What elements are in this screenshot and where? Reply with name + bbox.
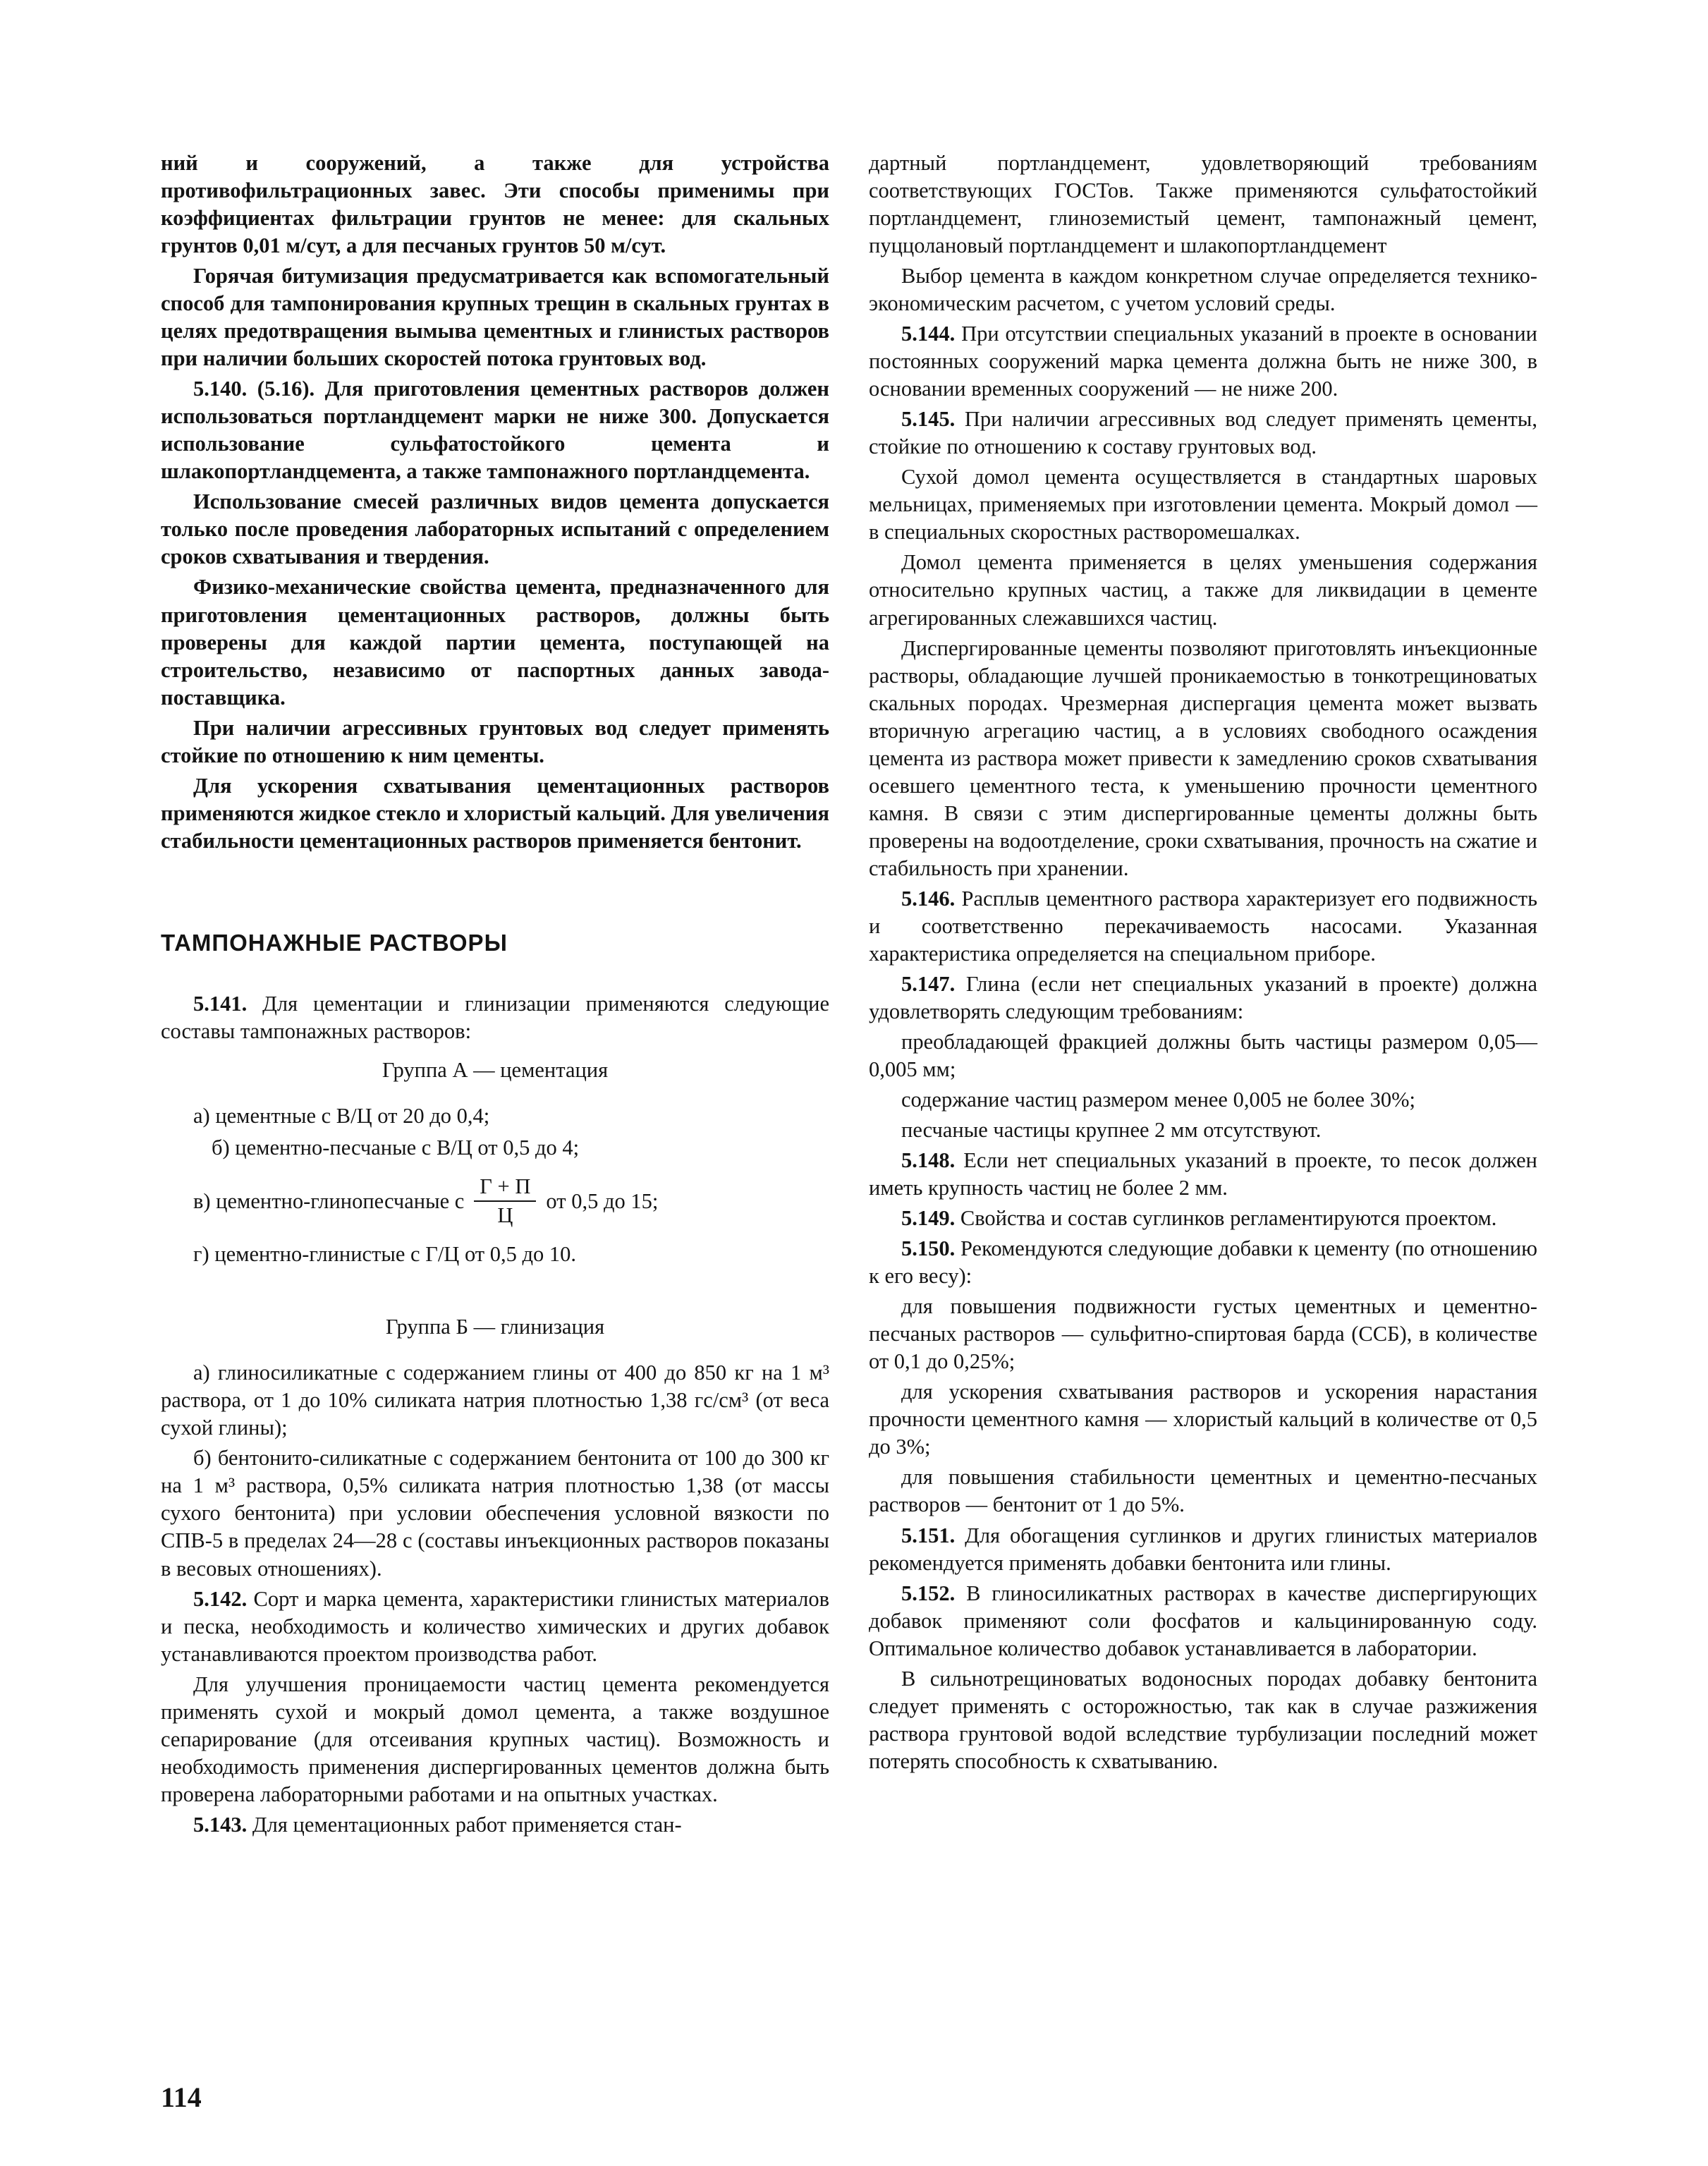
right-column — [869, 150, 1537, 1778]
paragraph-text: Если нет специальных указаний в проекте, то песок должен иметь крупность частиц не более 2 мм. — [869, 1148, 1537, 1200]
paragraph-text: Рекомендуются следующие добавки к цементу (по отношению к его весу): — [869, 1236, 1537, 1289]
paragraph — [869, 885, 1537, 968]
paragraph: песчаные частицы крупнее 2 мм отсутствуют. — [901, 1118, 1322, 1143]
paragraph — [869, 1580, 1537, 1662]
group-a-title: Группа А — цементация — [382, 1058, 609, 1083]
fraction — [474, 1173, 536, 1229]
paragraph-text: Свойства и состав суглинков регламентируются проектом. — [960, 1206, 1497, 1231]
paragraph-text: При наличии агрессивных вод следует применять цементы, стойкие по отношению к составу грунтовых вод. — [869, 407, 1537, 459]
paragraph-text: Для обогащения суглинков и других глинистых материалов рекомендуется применять добавки бентонита или глины. — [869, 1523, 1538, 1575]
paragraph-text: При отсутствии специальных указаний в проекте в основании постоянных сооружений марка цемента должна быть не ниже 300, в основании временных сооружений — не ниже 200. — [869, 322, 1538, 401]
paragraph: Выбор цемента в каждом конкретном случае определяется технико-экономическим расчетом, с учетом условий среды. — [869, 264, 1537, 316]
paragraph-text: В глиносиликатных растворах в качестве диспергирующих добавок применяют соли фосфатов и кальцинированную соду. Оптимальное количество добавок устанавливается в лаборатории. — [869, 1581, 1538, 1660]
paragraph: дартный портландцемент, удовлетворяющий требованиям соответствующих ГОСТов. Также применяются сульфатостойкий портландцемент, глиноземистый цемент, тампонажный цемент, пуццолановый портландцемент и шлакопортландцемент — [869, 151, 1537, 258]
list-item: г) цементно-глинистые с Г/Ц от 0,5 до 10. — [193, 1242, 577, 1267]
clause-number: 5.148. — [901, 1148, 956, 1173]
paragraph — [161, 990, 829, 1045]
fraction-numerator: Г + П — [474, 1173, 536, 1202]
paragraph-text: Глина (если нет специальных указаний в проекте) должна удовлетворять следующим требованиям: — [869, 971, 1538, 1023]
clause-number: 5.143. — [193, 1812, 248, 1837]
paragraph — [869, 1205, 1537, 1232]
list-item: б) цементно-песчаные с В/Ц от 0,5 до 4; — [212, 1136, 580, 1160]
paragraph-text: Сорт и марка цемента, характеристики глинистых материалов и песка, необходимость и количество химических и других добавок устанавливаются проектом производства работ. — [161, 1586, 829, 1666]
paragraph: ний и сооружений, а также для устройства противофильтрационных завес. Эти способы применимы при коэффициентах фильтрации грунтов не менее: для скальных грунтов 0,01 м/сут, а для песчаных грунтов 50 м/сут. — [161, 151, 829, 258]
fraction-prefix: в) цементно-глинопесчаные с — [193, 1188, 465, 1213]
paragraph: содержание частиц размером менее 0,005 не более 30%; — [901, 1088, 1415, 1112]
paragraph: Для улучшения проницаемости частиц цемента рекомендуется применять сухой и мокрый домол цемента, а также воздушное сепарирование (для отсеивания крупных частиц). Возможность и необходимость применения диспергированных цементов должна быть проверена лабораторными работами и на опытных участках. — [161, 1672, 829, 1806]
paragraph — [869, 1235, 1537, 1290]
clause-number: 5.150. — [901, 1236, 956, 1261]
paragraph-text: Расплыв цементного раствора характеризует его подвижность и соответственно перекачиваемость насосами. Указанная характеристика определяется на специальном приборе. — [869, 886, 1537, 966]
paragraph: для повышения стабильности цементных и цементно-песчаных растворов — бентонит от 1 до 5%. — [869, 1465, 1537, 1517]
page-number: 114 — [161, 2081, 202, 2113]
paragraph — [869, 406, 1537, 461]
clause-number: 5.142. — [193, 1586, 248, 1611]
paragraph: Сухой домол цемента осуществляется в стандартных шаровых мельницах, применяемых при изготовлении цемента. Мокрый домол — в специальных скоростных растворомешалках. — [869, 465, 1537, 544]
paragraph: преобладающей фракцией должны быть частицы размером 0,05—0,005 мм; — [869, 1029, 1537, 1081]
paragraph: для повышения подвижности густых цементных и цементно-песчаных растворов — сульфитно-спиртовая барда (ССБ), в количестве от 0,1 до 0,25%; — [869, 1294, 1537, 1374]
paragraph — [869, 1147, 1537, 1202]
paragraph: для ускорения схватывания растворов и ускорения нарастания прочности цементного камня — хлористый кальций в количестве от 0,5 до 3%; — [869, 1380, 1537, 1459]
paragraph — [869, 1522, 1537, 1577]
paragraph-text: Для цементации и глинизации применяются следующие составы тампонажных растворов: — [161, 992, 830, 1044]
paragraph: В сильнотрещиноватых водоносных породах добавку бентонита следует применять с осторожностью, так как в случае разжижения раствора грунтовой водой вследствие турбулизации последний может потерять способность к схватыванию. — [869, 1666, 1537, 1773]
paragraph: Физико-механические свойства цемента, предназначенного для приготовления цементационных растворов, должны быть проверены для каждой партии цемента, поступающей на строительство, независимо от паспортных данных завода-поставщика. — [161, 575, 829, 710]
paragraph: Горячая битумизация предусматривается как вспомогательный способ для тампонирования крупных трещин в скальных грунтах в целях предотвращения вымыва цементных и глинистых растворов при наличии больших скоростей потока грунтовых вод. — [161, 264, 829, 371]
list-item-fraction — [193, 1173, 829, 1229]
paragraph — [161, 375, 829, 485]
clause-number: 5.145. — [901, 407, 956, 432]
paragraph-text: Для цементационных работ применяется стан- — [252, 1812, 682, 1837]
clause-number: 5.141. — [193, 992, 248, 1016]
fraction-suffix: от 0,5 до 15; — [546, 1188, 659, 1213]
clause-number: 5.140. (5.16). Для приготовления цементных растворов должен использоваться портландцемент марки не ниже 300. Допускается использование сульфатостойкого цемента и шлакопортландцемента, а также тампонажного портландцемента. — [161, 377, 829, 484]
paragraph: б) бентонито-силикатные с содержанием бентонита от 100 до 300 кг на 1 м³ раствора, 0,5% силиката натрия плотностью 1,38 (от массы сухого бентонита) при условии обеспечения условной вязкости по СПВ-5 в пределах 24—28 с (составы инъекционных растворов показаны в весовых отношениях). — [161, 1446, 829, 1581]
paragraph: Диспергированные цементы позволяют приготовлять инъекционные растворы, обладающие лучшей проникаемостью в тонкотрещиноватых скальных породах. Чрезмерная диспергация цемента может вызвать вторичную агрегацию частиц, а в условиях свободного осаждения цемента из раствора может привести к замедлению сроков схватывания осевшего цементного теста, к уменьшению прочности цементного камня. В связи с этим диспергированные цементы должны быть проверены на водоотделение, сроки схватывания, прочность на сжатие и стабильность при хранении. — [869, 635, 1537, 880]
paragraph: Для ускорения схватывания цементационных растворов применяются жидкое стекло и хлористый кальций. Для увеличения стабильности цементационных растворов применяется бентонит. — [161, 773, 830, 853]
clause-number: 5.152. — [901, 1581, 956, 1605]
paragraph — [161, 1811, 829, 1839]
paragraph: При наличии агрессивных грунтовых вод следует применять стойкие по отношению к ним цементы. — [161, 715, 829, 767]
clause-number: 5.146. — [901, 886, 956, 911]
paragraph — [161, 1586, 829, 1668]
paragraph: а) глиносиликатные с содержанием глины от 400 до 850 кг на 1 м³ раствора, от 1 до 10% силиката натрия плотностью 1,38 гс/см³ (от веса сухой глины); — [161, 1361, 829, 1440]
clause-number: 5.151. — [901, 1523, 956, 1547]
clause-number: 5.144. — [901, 322, 956, 346]
group-b-title: Группа Б — глинизация — [385, 1315, 605, 1339]
section-heading: ТАМПОНАЖНЫЕ РАСТВОРЫ — [161, 929, 508, 956]
clause-number: 5.147. — [901, 971, 956, 996]
paragraph — [869, 971, 1537, 1026]
list-item: а) цементные с В/Ц от 20 до 0,4; — [193, 1104, 490, 1128]
clause-number: 5.149. — [901, 1206, 956, 1231]
paragraph: Использование смесей различных видов цемента допускается только после проведения лабораторных испытаний с определением сроков схватывания и твердения. — [161, 489, 829, 569]
fraction-denominator: Ц — [497, 1203, 513, 1228]
paragraph — [869, 320, 1537, 403]
left-column — [161, 150, 829, 1842]
paragraph: Домол цемента применяется в целях уменьшения содержания относительно крупных частиц, а также для ликвидации в цементе агрегированных слежавшихся частиц. — [869, 550, 1537, 630]
